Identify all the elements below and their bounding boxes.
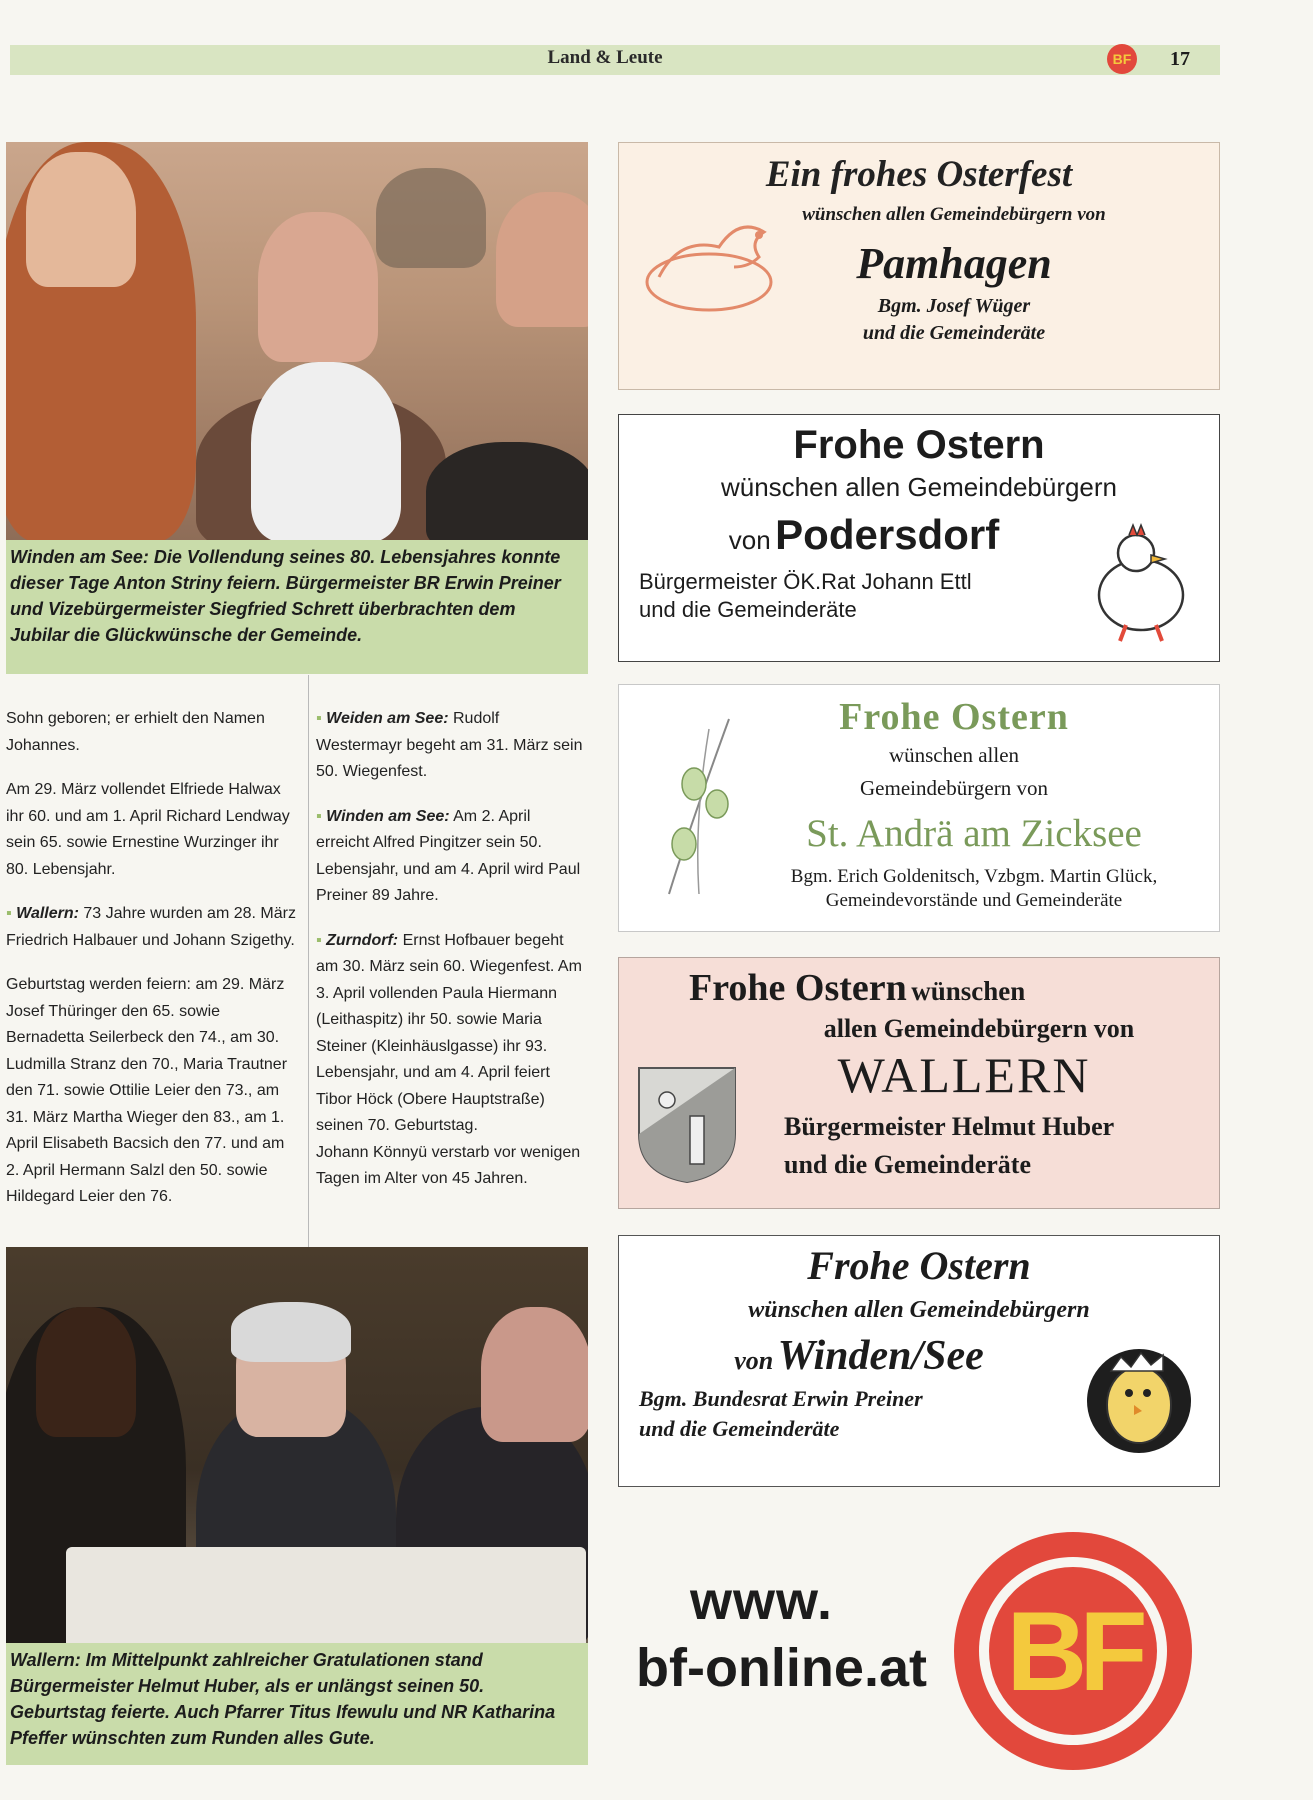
article-column-right [316, 706, 588, 1211]
bf-logo-small: BF [1107, 44, 1137, 74]
promo-url[interactable]: bf-online.at [636, 1638, 927, 1698]
bullet-icon: ▪ [6, 905, 17, 922]
ad-signer2: Gemeindevorstände und Gemeinderäte [825, 890, 1123, 911]
ad-headline: Frohe Ostern [807, 1243, 1031, 1288]
paragraph-text: 73 Jahre wurden am 28. März Friedrich Halbauer und Johann Szigethy. [6, 905, 296, 949]
paragraph [316, 706, 588, 786]
place-name: Wallern: [16, 905, 79, 922]
paragraph: Johann Könnyü verstarb vor wenigen Tagen im Alter von 45 Jahren. [316, 1143, 581, 1187]
ad-town: Pamhagen [856, 239, 1052, 288]
ad-headline: Frohe Ostern [689, 967, 907, 1009]
paragraph: Geburtstag werden feiern: am 29. März Josef Thüringer den 65. sowie Bernadetta Seilerbeck den 74., am 30. Ludmilla Stranz den 70., Maria Trautner den 71. sowie Ottilie Leier den 73., am 31. März Martha Wieger den 83., am 1. April Elisabeth Bacsich den 77. und am 2. April Hermann Salzl den 50. sowie Hildegard Leier den 76. [6, 976, 288, 1205]
place-name: Winden am See: [326, 807, 450, 825]
hen-basket-icon [639, 197, 789, 317]
ad-headline-line [619, 966, 1219, 1010]
ad-subline1: wünschen allen [888, 743, 1020, 767]
ad-subline: allen Gemeindebürgern von [823, 1014, 1135, 1043]
bullet-icon: ▪ [316, 931, 327, 949]
ad-town: St. Andrä am Zicksee [806, 812, 1142, 855]
ad-signer: Bgm. Josef Wüger [877, 295, 1031, 317]
paragraph-text: Rudolf Westermayr begeht am 31. März sein 50. Wiegenfest. [316, 710, 583, 780]
paragraph-text: Ernst Hofbauer begeht am 30. März sein 60. Wiegenfest. Am 3. April vollenden Paula Hiermann (Leithaspitz) ihr 50. sowie Maria Steiner (Kleinhäuslgasse) ihr 93. Lebensjahr, und am 4. April feiert Tibor Höck (Obere Hauptstraße) seinen 70. Geburtstag. [316, 931, 582, 1134]
ad-signer: Bgm. Bundesrat Erwin Preiner [639, 1386, 923, 1411]
ad-town: Podersdorf [775, 511, 1000, 558]
ad-town: WALLERN [837, 1047, 1091, 1103]
ad-town: Winden/See [777, 1333, 984, 1379]
ad-subline2: Gemeindebürgern von [860, 776, 1048, 800]
ad-signer2: und die Gemeinderäte [639, 597, 857, 622]
column-divider [308, 675, 309, 1255]
place-name: Weiden am See: [326, 710, 449, 727]
photo-caption-striny: Winden am See: Die Vollendung seines 80. Lebensjahres konnte dieser Tage Anton Striny feiern. Bürgermeister BR Erwin Preiner und Vizebürgermeister Siegfried Schrett überbrachten dem Jubilar die Glückwünsche der Gemeinde. [6, 540, 588, 674]
ad-headline-suffix: wünschen [911, 976, 1026, 1006]
logo-letters: BF [989, 1567, 1157, 1735]
willow-eggs-icon [639, 709, 749, 899]
section-title: Land & Leute [547, 47, 663, 68]
ad-winden [618, 1235, 1220, 1487]
ad-podersdorf [618, 414, 1220, 662]
photo-huber [6, 1247, 588, 1651]
bullet-icon: ▪ [316, 710, 327, 727]
ad-signer: Bgm. Erich Goldenitsch, Vzbgm. Martin Glück, [790, 866, 1158, 887]
photo-striny [6, 142, 588, 540]
bf-logo-large [954, 1532, 1192, 1770]
ad-von: von [728, 525, 771, 555]
photo-caption-huber: Wallern: Im Mittelpunkt zahlreicher Gratulationen stand Bürgermeister Helmut Huber, als er unlängst seinen 50. Geburtstag feierte. Auch Pfarrer Titus Ifewulu und NR Katharina Pfeffer wünschten zum Runden alles Gute. [6, 1643, 588, 1765]
ad-signer: Bürgermeister Helmut Huber [784, 1112, 1115, 1141]
ad-von: von [734, 1346, 774, 1375]
logo-inner-ring [979, 1557, 1167, 1745]
paragraph: Am 29. März vollendet Elfriede Halwax ihr 60. und am 1. April Richard Lendway sein 65. sowie Ernestine Wurzinger ihr 80. Lebensjahr. [6, 781, 290, 878]
article-column-left [6, 706, 296, 1229]
hatching-chick-icon [1079, 1331, 1199, 1471]
ad-subline: wünschen allen Gemeindebürgern [720, 472, 1118, 502]
paragraph [6, 901, 296, 954]
ad-headline: Ein frohes Osterfest [765, 154, 1073, 195]
paragraph: Sohn geboren; er erhielt den Namen Johannes. [6, 710, 265, 754]
ad-pamhagen [618, 142, 1220, 390]
paragraph-text: Am 2. April erreicht Alfred Pingitzer sein 50. Lebensjahr, und am 4. April wird Paul Preiner 89 Jahre. [316, 807, 581, 904]
ad-signer2: und die Gemeinderäte [639, 1416, 840, 1441]
ad-st-andrae [618, 684, 1220, 932]
paragraph [316, 928, 588, 1140]
ad-headline: Frohe Ostern [793, 423, 1045, 467]
place-name: Zurndorf: [326, 931, 399, 949]
ad-signer2: und die Gemeinderäte [784, 1150, 1031, 1179]
ad-subline: wünschen allen Gemeindebürgern [748, 1297, 1090, 1323]
ad-wallern [618, 957, 1220, 1209]
coat-of-arms-icon [635, 1064, 739, 1186]
paragraph [316, 804, 588, 910]
bullet-icon: ▪ [316, 807, 327, 825]
ad-signer2: und die Gemeinderäte [862, 322, 1046, 344]
ad-signer: Bürgermeister ÖK.Rat Johann Ettl [639, 569, 972, 594]
ad-headline: Frohe Ostern [839, 696, 1069, 738]
promo-url-prefix: www. [690, 1571, 834, 1631]
page-number: 17 [1170, 48, 1190, 70]
ad-subline: wünschen allen Gemeindebürgern von [802, 204, 1106, 225]
cartoon-hen-icon [1081, 515, 1201, 645]
